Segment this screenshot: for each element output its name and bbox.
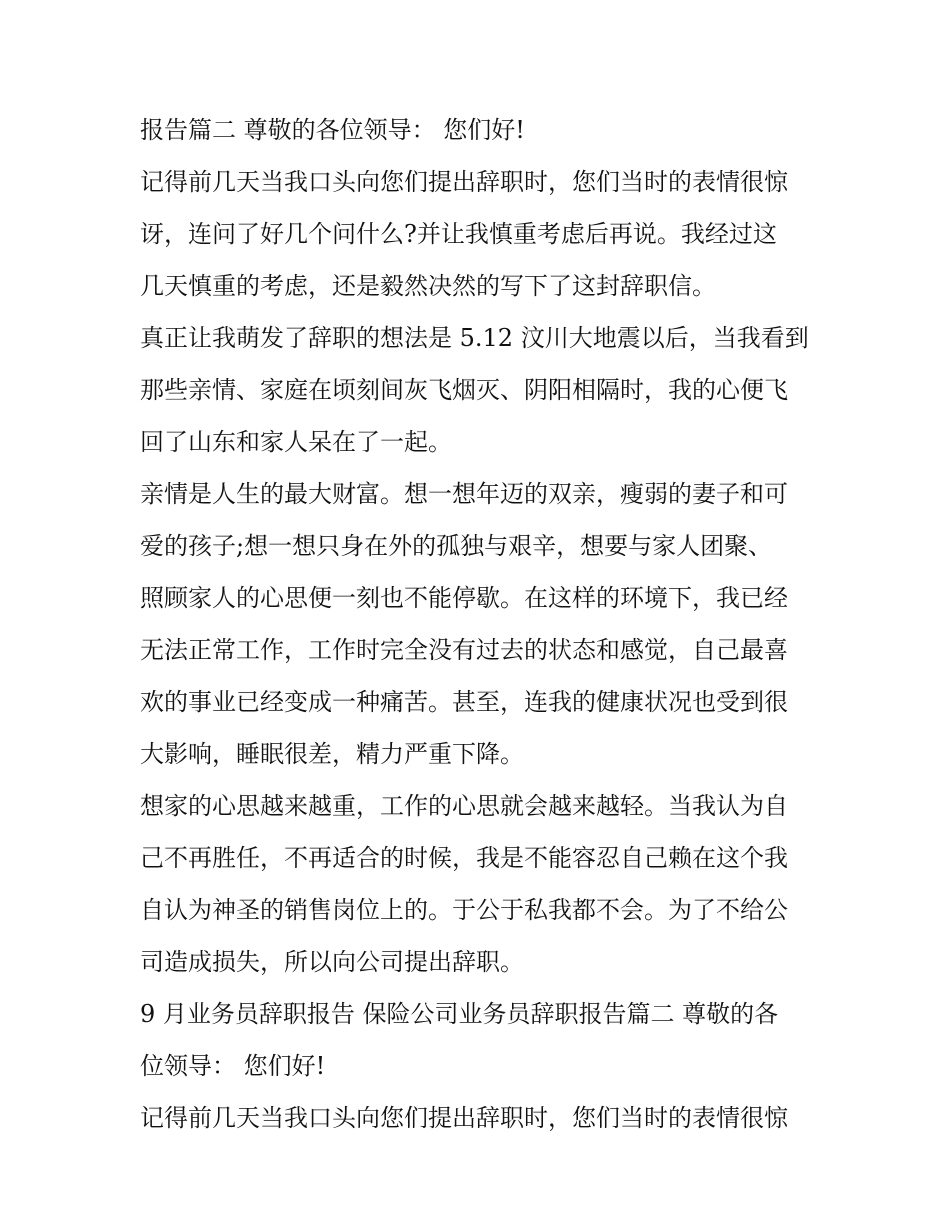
text-line: 大影响，睡眠很差，精力严重下降。 [140,740,524,768]
text-line: 欢的事业已经变成一种痛苦。甚至，连我的健康状况也受到很 [140,688,788,716]
text-line: 爱的孩子;想一想只身在外的孤独与艰辛，想要与家人团聚、 [140,532,773,560]
paragraph-homesick [140,780,820,988]
paragraph-repeat-start [140,1092,820,1144]
text-line: 记得前几天当我口头向您们提出辞职时，您们当时的表情很惊 [140,168,788,196]
text-line: 司造成损失，所以向公司提出辞职。 [140,948,524,976]
text-line: 己不再胜任，不再适合的时候，我是不能容忍自己赖在这个我 [140,844,788,872]
text-line: 照顾家人的心思便一刻也不能停歇。在这样的环境下，我已经 [140,584,788,612]
paragraph-resignation-mention [140,156,820,312]
text-line: 位领导： 您们好! [140,1052,326,1080]
text-line: 回了山东和家人呆在了一起。 [140,428,452,456]
paragraph-section-heading [140,988,820,1092]
text-line: 亲情是人生的最大财富。想一想年迈的双亲，瘦弱的妻子和可 [140,480,788,508]
text-line: 想家的心思越来越重，工作的心思就会越来越轻。当我认为自 [140,792,788,820]
text-line: 记得前几天当我口头向您们提出辞职时，您们当时的表情很惊 [140,1104,788,1132]
text-line: 真正让我萌发了辞职的想法是 5.12 汶川大地震以后，当我看到 [140,324,809,352]
text-line: 几天慎重的考虑，还是毅然决然的写下了这封辞职信。 [140,272,716,300]
paragraph-greeting [140,104,820,156]
text-line: 讶，连问了好几个问什么?并让我慎重考虑后再说。我经过这 [140,220,777,248]
text-line: 那些亲情、家庭在顷刻间灰飞烟灭、阴阳相隔时，我的心便飞 [140,376,788,404]
text-line: 9 月业务员辞职报告 保险公司业务员辞职报告篇二 尊敬的各 [140,1000,779,1028]
document-body [140,104,820,1144]
text-line: 报告篇二 尊敬的各位领导： 您们好! [140,116,525,144]
text-line: 自认为神圣的销售岗位上的。于公于私我都不会。为了不给公 [140,896,788,924]
paragraph-family [140,468,820,780]
text-line: 无法正常工作，工作时完全没有过去的状态和感觉，自己最喜 [140,636,788,664]
paragraph-earthquake [140,312,820,468]
